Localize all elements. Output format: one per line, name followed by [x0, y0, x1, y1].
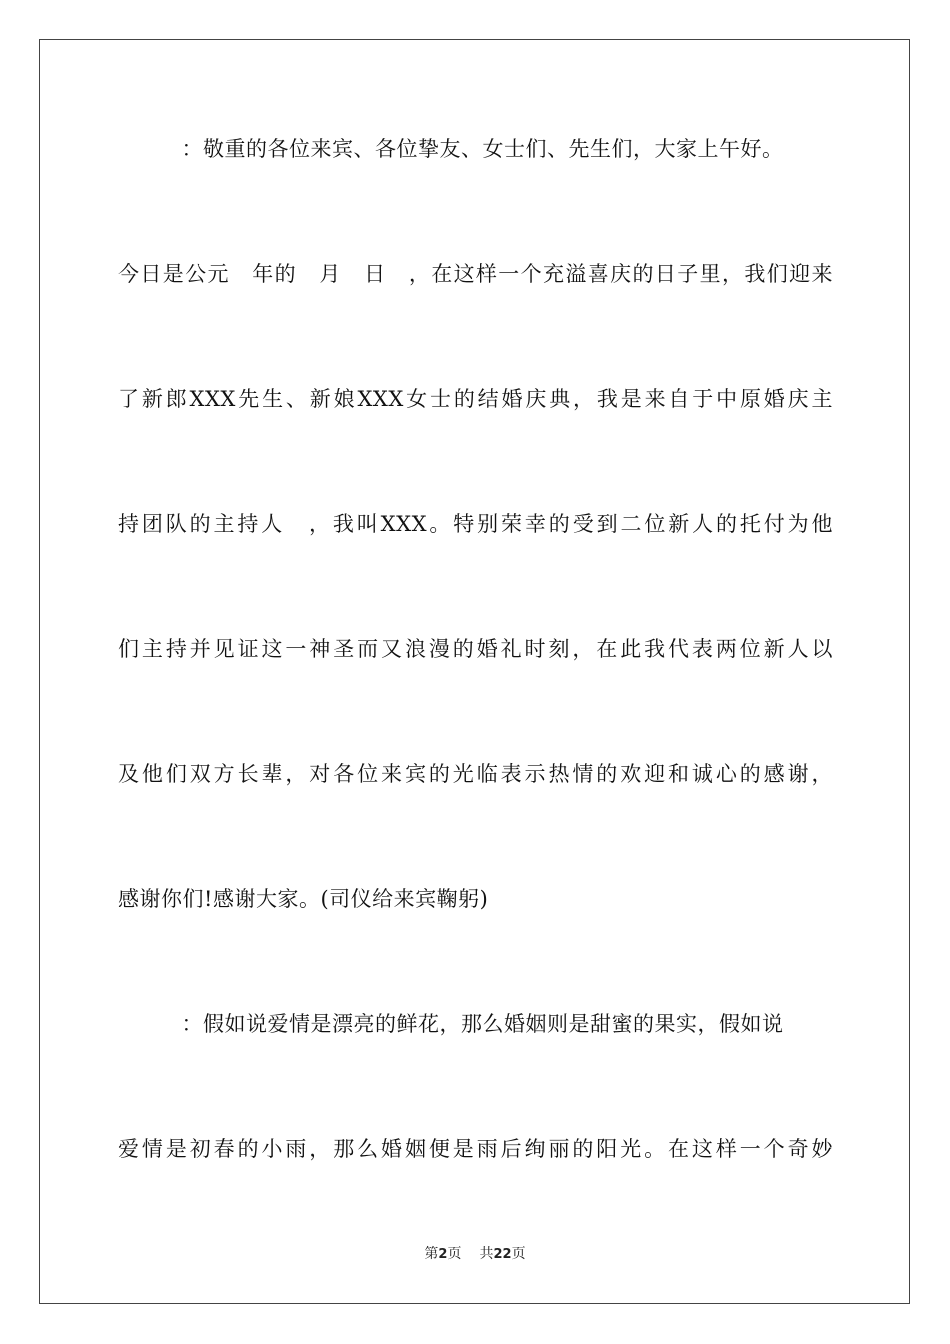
- paragraph-line-4: 持团队的主持人 ，我叫XXX。特别荣幸的受到二位新人的托付为他: [118, 512, 833, 536]
- total-prefix: 共: [479, 1246, 494, 1262]
- total-suffix: 页: [511, 1246, 526, 1262]
- page-prefix: 第: [424, 1246, 439, 1262]
- page-footer: [0, 1244, 950, 1265]
- paragraph-line-5: 们主持并见证这一神圣而又浪漫的婚礼时刻，在此我代表两位新人以: [118, 637, 833, 661]
- paragraph-line-1: ：敬重的各位来宾、各位挚友、女士们、先生们，大家上午好。: [160, 137, 784, 161]
- paragraph-line-3: 了新郎XXX先生、新娘XXX女士的结婚庆典，我是来自于中原婚庆主: [118, 387, 833, 411]
- paragraph-line-7: 感谢你们!感谢大家。(司仪给来宾鞠躬): [118, 887, 489, 911]
- paragraph-line-8: ：假如说爱情是漂亮的鲜花，那么婚姻则是甜蜜的果实，假如说: [160, 1012, 784, 1036]
- paragraph-line-9: 爱情是初春的小雨，那么婚姻便是雨后绚丽的阳光。在这样一个奇妙: [118, 1137, 833, 1161]
- paragraph-line-6: 及他们双方长辈，对各位来宾的光临表示热情的欢迎和诚心的感谢，: [118, 762, 833, 786]
- page-border: [39, 39, 910, 1304]
- page-suffix: 页: [447, 1246, 462, 1262]
- page-number: 2: [438, 1247, 448, 1262]
- total-pages: 22: [493, 1247, 512, 1262]
- paragraph-line-2: 今日是公元 年的 月 日 ，在这样一个充溢喜庆的日子里，我们迎来: [118, 262, 833, 286]
